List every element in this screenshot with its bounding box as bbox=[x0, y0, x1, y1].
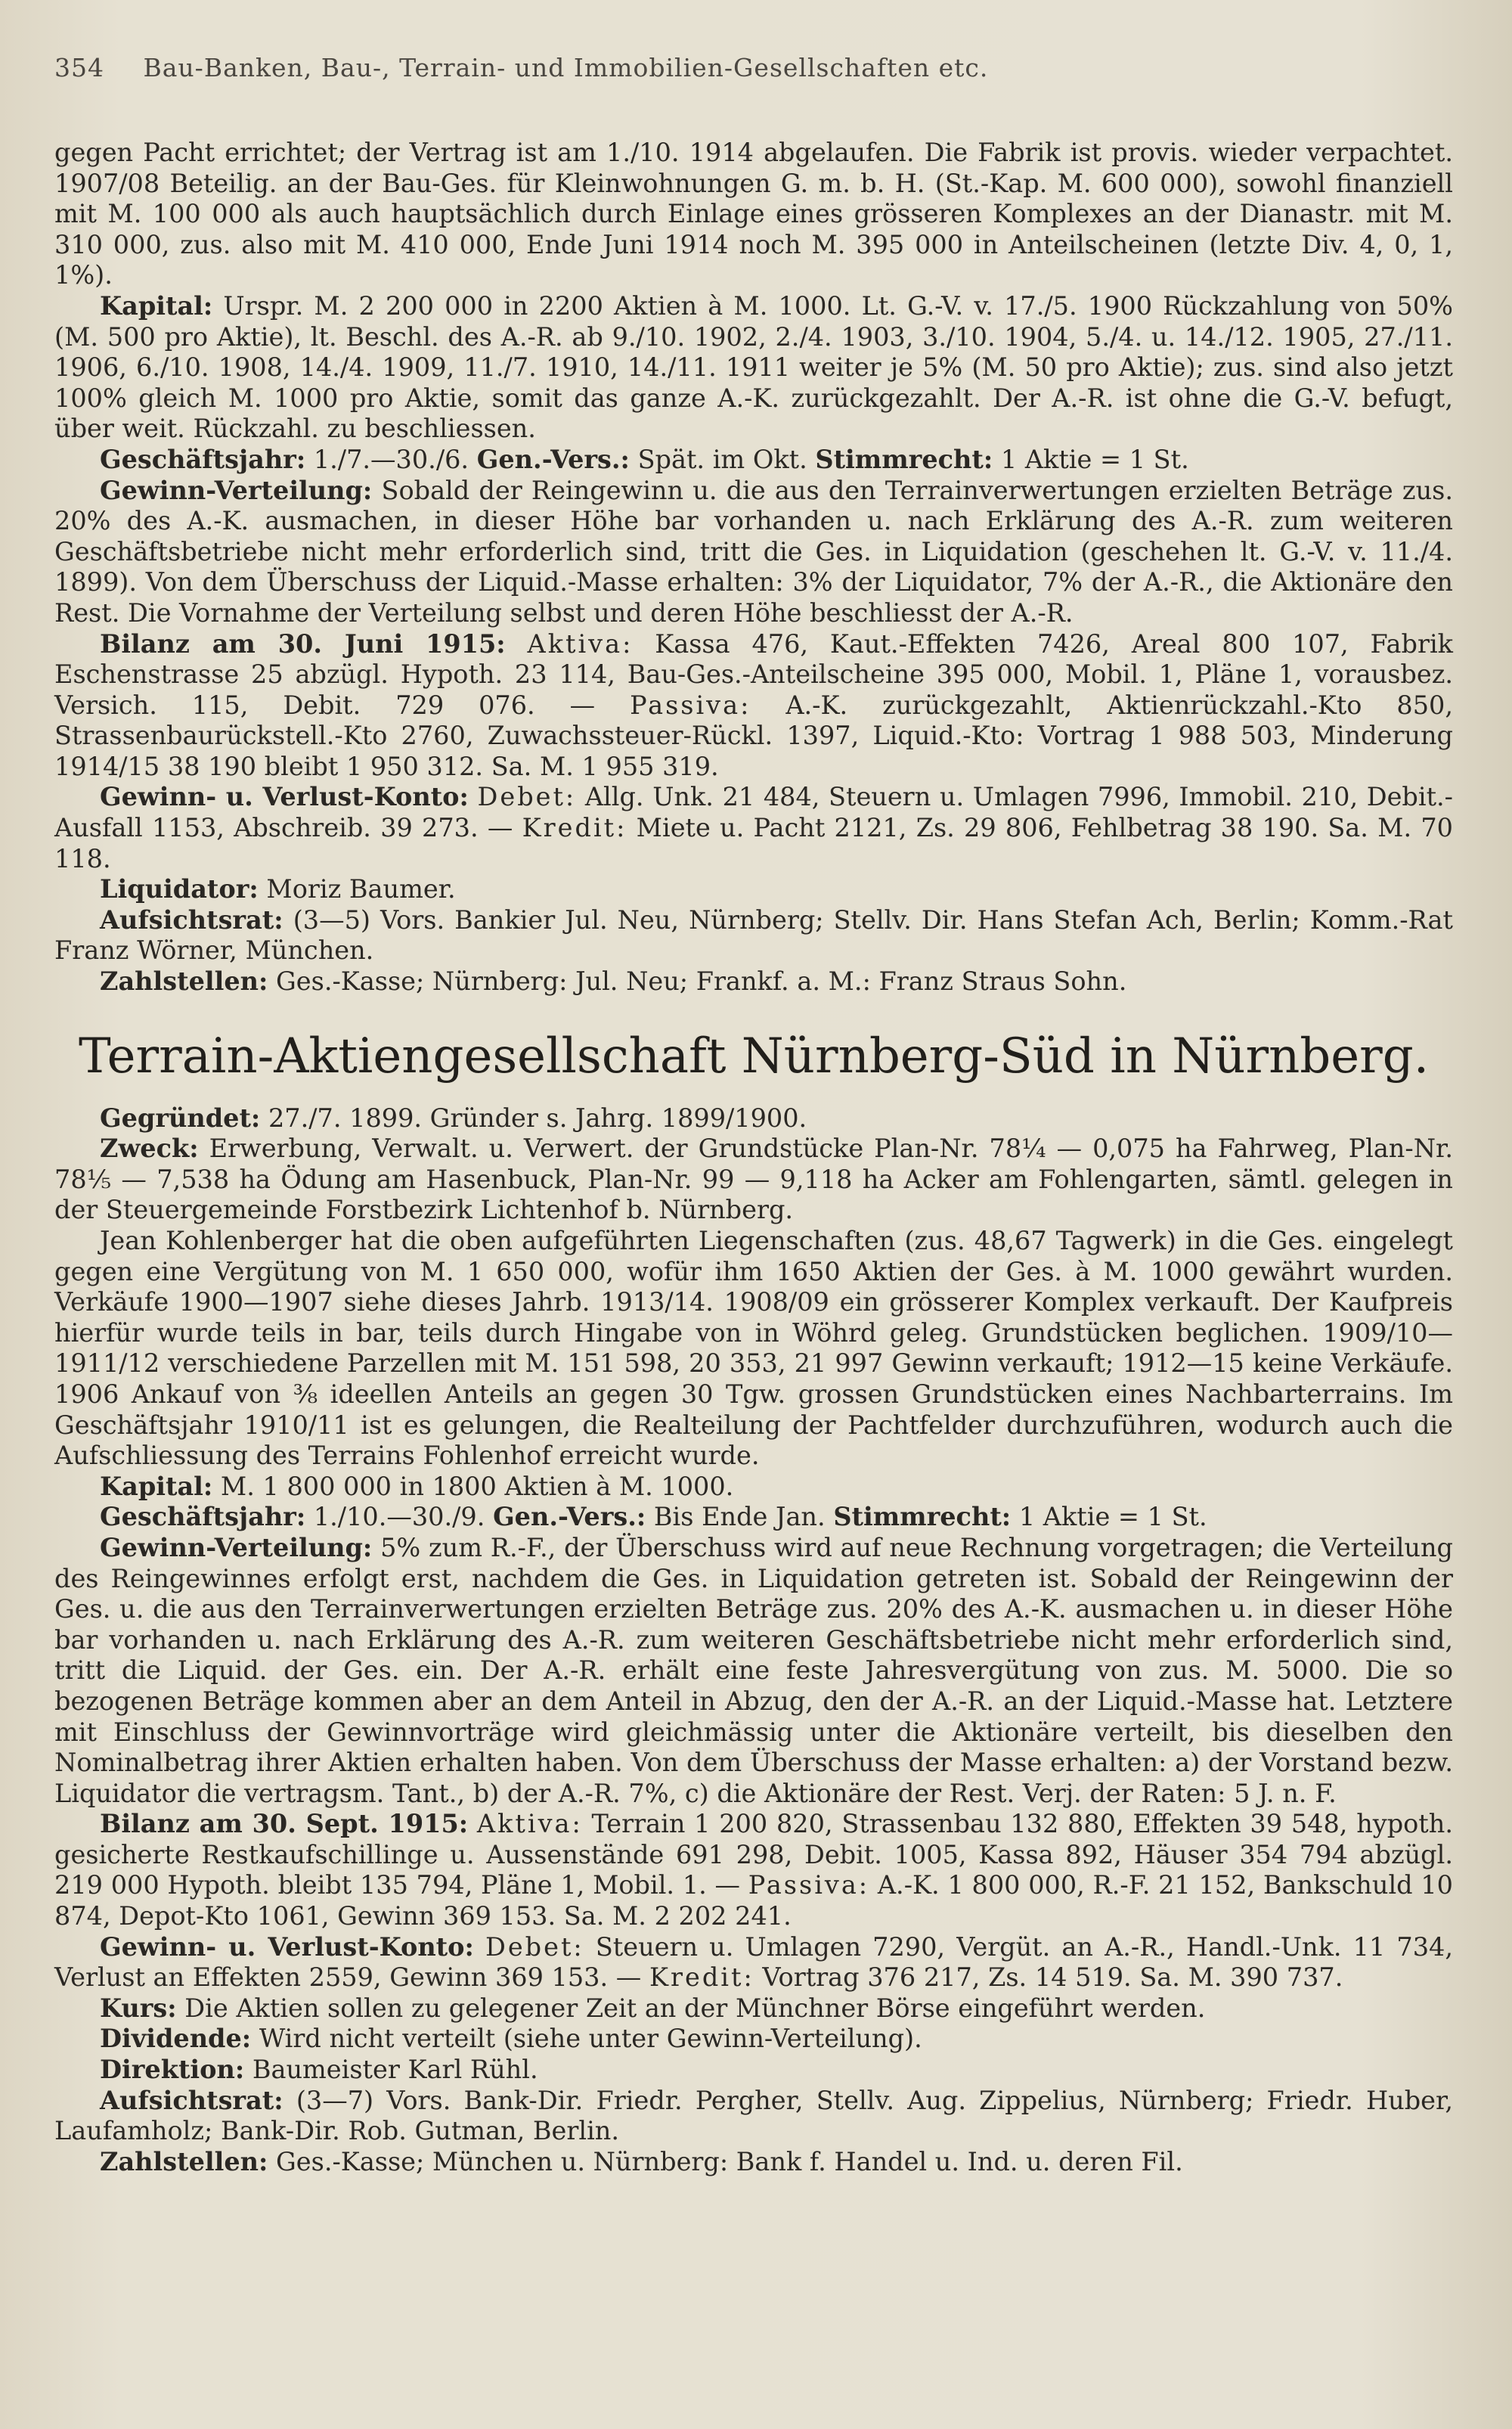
passiva-text: A.-K. zurückgezahlt, Aktienrückzahl.-Kto 850, Strassenbaurückstell.-Kto 2760, Zuwachssteuer-Rückl. 1397, Liquid.-Kto: Vortrag 1 988 503, Minderung 1914/15 38 190 bleibt 1 950 312. Sa. M. 1 955 319. bbox=[54, 690, 1453, 781]
gewinn-verteilung-label-2: Gewinn-Verteilung: bbox=[100, 1532, 373, 1562]
kapital-label: Kapital: bbox=[100, 290, 213, 321]
genvers-label-2: Gen.-Vers.: bbox=[493, 1502, 646, 1532]
zahlstellen-label-2: Zahlstellen: bbox=[100, 2146, 268, 2176]
genvers-label: Gen.-Vers.: bbox=[476, 444, 630, 474]
page-header bbox=[54, 53, 1453, 83]
bilanz-label: Bilanz am 30. Juni 1915: bbox=[100, 628, 506, 659]
kredit-label: Kredit: bbox=[522, 813, 627, 843]
aktiva-text: Kassa 476, Kaut.-Effekten 7426, Areal 800 107, Fabrik Eschenstrasse 25 abzügl. Hypoth. 23 114, Bau-Ges.-Anteilscheine 395 000, Mobil. 1, Pläne 1, vorausbez. Versich. 115, Debit. 729 076. bbox=[54, 628, 1453, 720]
kurs-label: Kurs: bbox=[100, 1993, 177, 2023]
genvers-text: Spät. im Okt. bbox=[637, 444, 807, 474]
debet-label-2: Debet: bbox=[485, 1931, 584, 1962]
direktion-label: Direktion: bbox=[100, 2055, 245, 2085]
geschaeftsjahr-text: 1./7.—30./6. bbox=[313, 444, 469, 474]
dividende-text: Wird nicht verteilt (siehe unter Gewinn-Verteilung). bbox=[259, 2024, 922, 2054]
gewinn-verteilung-paragraph-2 bbox=[54, 1533, 1453, 1809]
stimmrecht-label-2: Stimmrecht: bbox=[833, 1502, 1012, 1532]
debet-text: Allg. Unk. 21 484, Steuern u. Umlagen 7996, Immobil. 210, Debit.-Ausfall 1153, Abschreib. 39 273. bbox=[54, 782, 1454, 843]
stimmrecht-text: 1 Aktie = 1 St. bbox=[1000, 444, 1189, 474]
gewinn-verteilung-text-2: 5% zum R.-F., der Überschuss wird auf neue Rechnung vorgetragen; die Verteilung des Reingewinnes erfolgt erst, nachdem die Ges. in Liquidation getreten ist. Sobald der Reingewinn der Ges. u. die aus den Terrainverwertungen erzielten Beträge zus. 20% des A.-K. ausmachen u. in dieser Höhe bar vorhanden u. nach Erklärung des A.-R. zum weiteren Geschäftsbetriebe nicht mehr erforderlich sind, tritt die Liquid. der Ges. ein. Der A.-R. erhält eine feste Jahresvergütung von zus. M. 5000. Die so bezogenen Beträge kommen aber an dem Anteil in Abzug, den der A.-R. an der Liquid.-Masse hat. Letztere mit Einschluss der Gewinnvorträge wird gleichmässig unter die Aktionäre verteilt, bis dieselben den Nominalbetrag ihrer Aktien erhalten haben. Von dem Überschuss der Masse erhalten: a) der Vorstand bezw. Liquidator die vertragsm. Tant., b) der A.-R. 7%, c) die Aktionäre der Rest. Verj. der Raten: 5 J. n. F. bbox=[54, 1532, 1454, 1808]
direktion-text: Baumeister Karl Rühl. bbox=[252, 2055, 538, 2085]
kredit-text-2: Vortrag 376 217, Zs. 14 519. Sa. M. 390 737. bbox=[762, 1962, 1343, 1993]
gegruendet-text: 27./7. 1899. Gründer s. Jahrg. 1899/1900. bbox=[268, 1103, 807, 1133]
gegruendet-paragraph bbox=[54, 1103, 1453, 1134]
zweck-text: Erwerbung, Verwalt. u. Verwert. der Grundstücke Plan-Nr. 78¼ — 0,075 ha Fahrweg, Plan-Nr. 78⅕ — 7,538 ha Ödung am Hasenbuck, Plan-Nr. 99 — 9,118 ha Acker am Fohlengarten, sämtl. gelegen in der Steuergemeinde Forstbezirk Lichtenhof b. Nürnberg. bbox=[54, 1134, 1453, 1225]
bilanz-label-2: Bilanz am 30. Sept. 1915: bbox=[100, 1809, 469, 1839]
aufsichtsrat-text-2: (3—7) Vors. Bank-Dir. Friedr. Pergher, Stellv. Aug. Zippelius, Nürnberg; Friedr. Huber, Laufamholz; Bank-Dir. Rob. Gutman, Berlin. bbox=[54, 2085, 1453, 2146]
gewinn-verteilung-paragraph bbox=[54, 476, 1453, 629]
zweck-label: Zweck: bbox=[100, 1134, 199, 1164]
guv-paragraph: Gewinn- u. Verlust-Konto: Debet: Allg. Unk. 21 484, Steuern u. Umlagen 7996, Immobil. 210, Debit.-Ausfall 1153, Abschreib. 39 273. — Kredit: Miete u. Pacht 2121, Zs. 29 806, Fehlbetrag 38 190. Sa. M. 70 118. bbox=[54, 782, 1454, 873]
zahlstellen-text-2: Ges.-Kasse; München u. Nürnberg: Bank f. Handel u. Ind. u. deren Fil. bbox=[276, 2146, 1183, 2176]
passiva-label: Passiva: bbox=[630, 690, 751, 720]
aktiva-label-2: Aktiva: bbox=[476, 1809, 583, 1839]
kredit-text: Miete u. Pacht 2121, Zs. 29 806, Fehlbetrag 38 190. Sa. M. 70 118. bbox=[54, 813, 1453, 873]
aktiva-label: Aktiva: bbox=[527, 628, 634, 659]
genvers-text-2: Bis Ende Jan. bbox=[653, 1502, 826, 1532]
zahlstellen-text: Ges.-Kasse; Nürnberg: Jul. Neu; Frankf. a. M.: Franz Straus Sohn. bbox=[276, 966, 1127, 997]
bilanz-paragraph-2: Bilanz am 30. Sept. 1915: Aktiva: Terrain 1 200 820, Strassenbau 132 880, Effekten 39 548, hypoth. gesicherte Restkaufschillinge u. Aussenstände 691 298, Debit. 1005, Kassa 892, Häuser 354 794 abzügl. 219 000 Hypoth. bleibt 135 794, Pläne 1, Mobil. 1. — Passiva: A.-K. 1 800 000, R.-F. 21 152, Bankschuld 10 874, Depot-Kto 1061, Gewinn 369 153. Sa. M. 2 202 241. bbox=[54, 1809, 1454, 1931]
kapital-label-2: Kapital: bbox=[100, 1471, 213, 1501]
direktion-paragraph bbox=[54, 2055, 1453, 2086]
history-paragraph: Jean Kohlenberger hat die oben aufgeführten Liegenschaften (zus. 48,67 Tagwerk) in die Ges. eingelegt gegen eine Vergütung von M. 1 650 000, wofür ihm 1650 Aktien der Ges. à M. 1000 gewährt wurden. Verkäufe 1900—1907 siehe dieses Jahrb. 1913/14. 1908/09 ein grösserer Komplex verkauft. Der Kaufpreis hierfür wurde teils in bar, teils durch Hingabe von in Wöhrd geleg. Grundstücken beglichen. 1909/10—1911/12 verschiedene Parzellen mit M. 151 598, 20 353, 21 997 Gewinn verkauft; 1912—15 keine Verkäufe. 1906 Ankauf von ⅜ ideellen Anteils an gegen 30 Tgw. grossen Grundstücken eines Nachbarterrains. Im Geschäftsjahr 1910/11 ist es gelungen, die Realteilung der Pachtfelder durchzuführen, wodurch auch die Aufschliessung des Terrains Fohlenhof erreicht wurde. bbox=[54, 1226, 1453, 1471]
geschaeftsjahr-paragraph-2 bbox=[54, 1502, 1453, 1533]
bilanz-paragraph: Bilanz am 30. Juni 1915: Aktiva: Kassa 476, Kaut.-Effekten 7426, Areal 800 107, Fabrik Eschenstrasse 25 abzügl. Hypoth. 23 114, Bau-Ges.-Anteilscheine 395 000, Mobil. 1, Pläne 1, vorausbez. Versich. 115, Debit. 729 076. — Passiva: A.-K. zurückgezahlt, Aktienrückzahl.-Kto 850, Strassenbaurückstell.-Kto 2760, Zuwachssteuer-Rückl. 1397, Liquid.-Kto: Vortrag 1 988 503, Minderung 1914/15 38 190 bleibt 1 950 312. Sa. M. 1 955 319. bbox=[54, 628, 1453, 781]
gegruendet-label: Gegründet: bbox=[100, 1103, 261, 1133]
zahlstellen-label: Zahlstellen: bbox=[100, 966, 268, 997]
kapital-text-2: M. 1 800 000 in 1800 Aktien à M. 1000. bbox=[220, 1471, 734, 1501]
liquidator-paragraph bbox=[54, 874, 1453, 905]
gewinn-verteilung-label: Gewinn-Verteilung: bbox=[100, 475, 373, 505]
guv-label-2: Gewinn- u. Verlust-Konto: bbox=[100, 1931, 474, 1962]
aufsichtsrat-text: (3—5) Vors. Bankier Jul. Neu, Nürnberg; Stellv. Dir. Hans Stefan Ach, Berlin; Komm.-Rat Franz Wörner, München. bbox=[54, 904, 1453, 966]
geschaeftsjahr-paragraph bbox=[54, 445, 1453, 476]
liquidator-label: Liquidator: bbox=[100, 874, 259, 904]
kredit-label-2: Kredit: bbox=[649, 1962, 754, 1993]
aufsichtsrat-paragraph bbox=[54, 905, 1453, 966]
aufsichtsrat-label: Aufsichtsrat: bbox=[100, 904, 284, 935]
intro-paragraph: gegen Pacht errichtet; der Vertrag ist am 1./10. 1914 abgelaufen. Die Fabrik ist provis. wieder verpachtet. 1907/08 Beteilig. an der Bau-Ges. für Kleinwohnungen G. m. b. H. (St.-Kap. M. 600 000), sowohl finanziell mit M. 100 000 als auch hauptsächlich durch Einlage eines grösseren Komplexes an der Dianastr. mit M. 310 000, zus. also mit M. 410 000, Ende Juni 1914 noch M. 395 000 in Anteilscheinen (letzte Div. 4, 0, 1, 1%). bbox=[54, 138, 1453, 290]
liquidator-text: Moriz Baumer. bbox=[266, 874, 456, 904]
gewinn-verteilung-text: Sobald der Reingewinn u. die aus den Terrainverwertungen erzielten Beträge zus. 20% des A.-K. ausmachen, in dieser Höhe bar vorhanden u. nach Erklärung des A.-R. zum weiteren Geschäftsbetriebe nicht mehr erforderlich sind, tritt die Ges. in Liquidation (geschehen lt. G.-V. v. 11./4. 1899). Von dem Überschuss der Liquid.-Masse erhalten: 3% der Liquidator, 7% der A.-R., die Aktionäre den Rest. Die Vornahme der Verteilung selbst und deren Höhe beschliesst der A.-R. bbox=[54, 475, 1453, 628]
company-title: Terrain-Aktiengesellschaft Nürnberg-Süd in Nürnberg. bbox=[78, 1028, 1430, 1084]
guv-paragraph-2: Gewinn- u. Verlust-Konto: Debet: Steuern u. Umlagen 7290, Vergüt. an A.-R., Handl.-Unk. 11 734, Verlust an Effekten 2559, Gewinn 369 153. — Kredit: Vortrag 376 217, Zs. 14 519. Sa. M. 390 737. bbox=[54, 1931, 1453, 1993]
debet-text-2: Steuern u. Umlagen 7290, Vergüt. an A.-R., Handl.-Unk. 11 734, Verlust an Effekten 2559, Gewinn 369 153. bbox=[54, 1931, 1453, 1993]
zahlstellen-paragraph bbox=[54, 966, 1453, 997]
kurs-text: Die Aktien sollen zu gelegener Zeit an der Münchner Börse eingeführt werden. bbox=[184, 1993, 1206, 2023]
geschaeftsjahr-text-2: 1./10.—30./9. bbox=[313, 1502, 485, 1532]
passiva-label-2: Passiva: bbox=[748, 1870, 870, 1900]
zweck-paragraph bbox=[54, 1134, 1453, 1226]
page-number: 354 bbox=[54, 53, 104, 82]
kapital-text: Urspr. M. 2 200 000 in 2200 Aktien à M. 1000. Lt. G.-V. v. 17./5. 1900 Rückzahlung von 50% (M. 500 pro Aktie), lt. Beschl. des A.-R. ab 9./10. 1902, 2./4. 1903, 3./10. 1904, 5./4. u. 14./12. 1905, 27./11. 1906, 6./10. 1908, 14./4. 1909, 11./7. 1910, 14./11. 1911 weiter je 5% (M. 50 pro Aktie); zus. sind also jetzt 100% gleich M. 1000 pro Aktie, somit das ganze A.-K. zurückgezahlt. Der A.-R. ist ohne die G.-V. befugt, über weit. Rückzahl. zu beschliessen. bbox=[54, 290, 1453, 444]
stimmrecht-label: Stimmrecht: bbox=[815, 444, 993, 474]
aufsichtsrat-label-2: Aufsichtsrat: bbox=[100, 2085, 284, 2115]
dividende-label: Dividende: bbox=[100, 2024, 252, 2054]
debet-label: Debet: bbox=[477, 782, 577, 812]
aufsichtsrat-paragraph-2 bbox=[54, 2086, 1453, 2147]
kapital-paragraph bbox=[54, 291, 1453, 445]
aktiva-text-2: Terrain 1 200 820, Strassenbau 132 880, Effekten 39 548, hypoth. gesicherte Restkaufschillinge u. Aussenstände 691 298, Debit. 1005, Kassa 892, Häuser 354 794 abzügl. 219 000 Hypoth. bleibt 135 794, Pläne 1, Mobil. 1. bbox=[54, 1809, 1453, 1900]
geschaeftsjahr-label: Geschäftsjahr: bbox=[100, 444, 306, 474]
passiva-text-2: A.-K. 1 800 000, R.-F. 21 152, Bankschuld 10 874, Depot-Kto 1061, Gewinn 369 153. Sa. M. 2 202 241. bbox=[54, 1870, 1454, 1931]
dividende-paragraph bbox=[54, 2024, 1453, 2055]
kurs-paragraph bbox=[54, 1993, 1453, 2024]
running-title: Bau-Banken, Bau-, Terrain- und Immobilien-Gesellschaften etc. bbox=[143, 53, 989, 82]
stimmrecht-text-2: 1 Aktie = 1 St. bbox=[1018, 1502, 1207, 1532]
zahlstellen-paragraph-2 bbox=[54, 2147, 1453, 2178]
guv-label: Gewinn- u. Verlust-Konto: bbox=[100, 782, 469, 812]
geschaeftsjahr-label-2: Geschäftsjahr: bbox=[100, 1502, 306, 1532]
kapital-paragraph-2 bbox=[54, 1472, 1453, 1503]
